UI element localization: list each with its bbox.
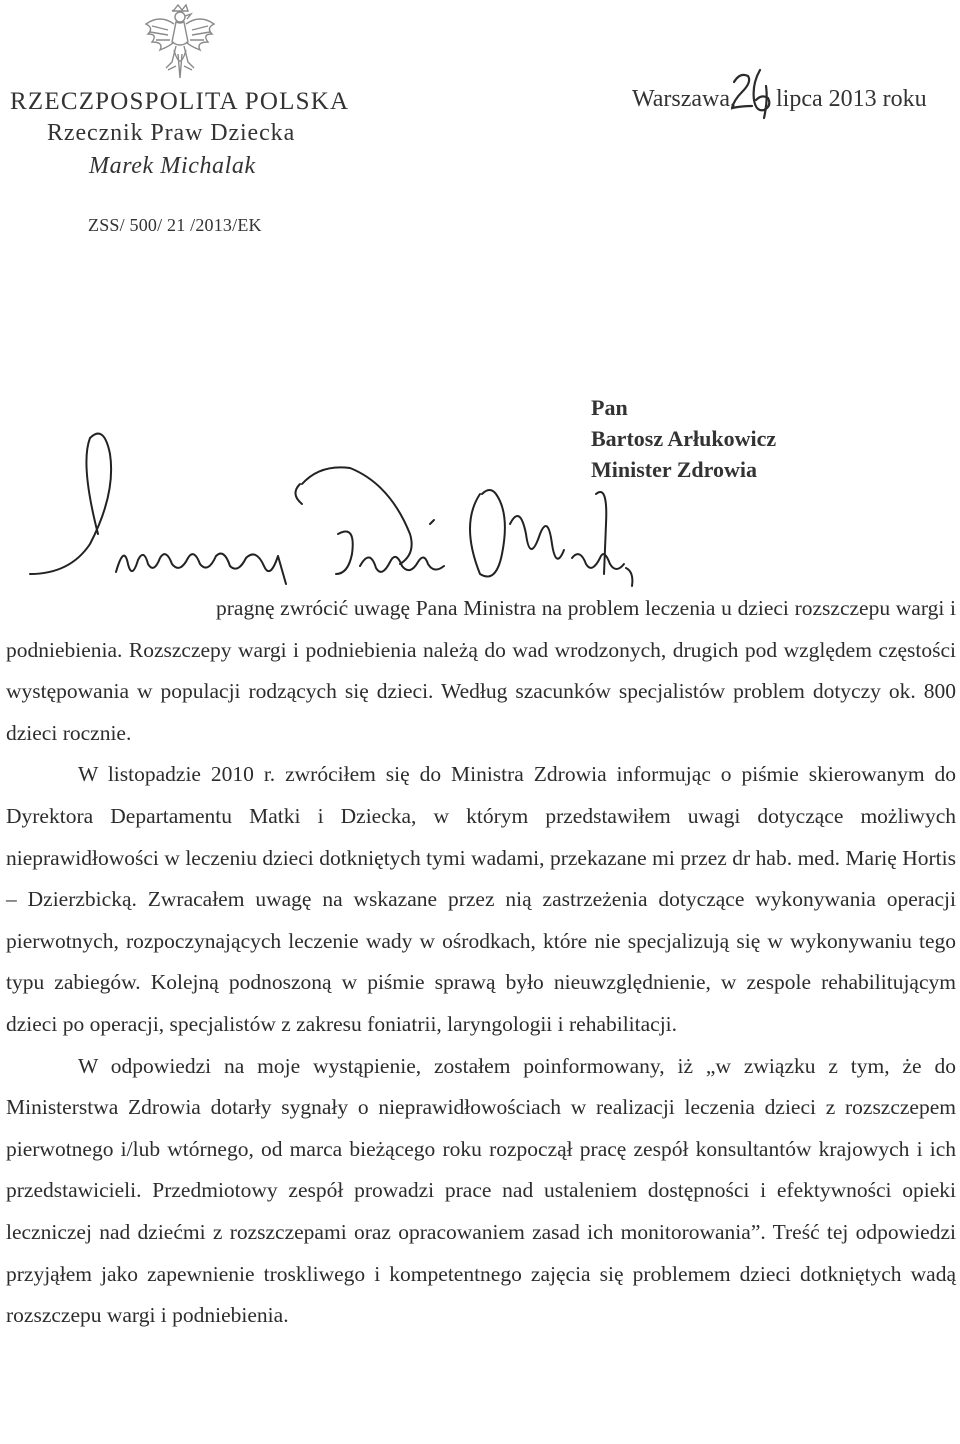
letter-body: [6, 588, 956, 1337]
recipient-name: Bartosz Arłukowicz: [591, 426, 777, 451]
organization-name: RZECZPOSPOLITA POLSKA: [10, 88, 350, 115]
paragraph-2: W listopadzie 2010 r. zwróciłem się do Ministra Zdrowia informując o piśmie skierowanym do Dyrektora Departamentu Matki i Dziecka, w którym przedstawiłem uwagi dotyczące możliwych nieprawidłowości w leczeniu dzieci dotkniętych tymi wadami, przekazane mi przez dr hab. med. Marię Hortis – Dzierzbicką. Zwracałem uwagę na wskazane przez nią zastrzeżenia dotyczące wykonywania operacji pierwotnych, rozpoczynających leczenie wady w ośrodkach, które nie specjalizują się w wykonywaniu tego typu zabiegów. Kolejną podnoszoną w piśmie sprawą było nieuwzględnienie, w zespole rehabilitującym dzieci po operacji, specjalistów z zakresu foniatrii, laryngologii i rehabilitacji.: [6, 762, 956, 1036]
handwritten-greeting: [20, 424, 640, 600]
sender-name: Marek Michalak: [89, 153, 256, 179]
recipient-title: Minister Zdrowia: [591, 457, 758, 482]
handwritten-day: [728, 66, 776, 120]
paragraph-3: W odpowiedzi na moje wystąpienie, zostałem poinformowany, iż „w związku z tym, że do Ministerstwa Zdrowia dotarły sygnały o nieprawidłowościach w realizacji leczenia dzieci z rozszczepem pierwotnego i/lub wtórnego, od marca bieżącego roku rozpoczął pracę zespół konsultantów krajowych i ich przedstawicieli. Przedmiotowy zespół prowadzi prace nad ustaleniem dostępności i efektywności opieki leczniczej nad dziećmi z rozszczepami oraz opracowaniem zasad ich monitorowania”. Treść tej odpowiedzi przyjąłem jako zapewnienie troskliwego i kompetentnego zajęcia się problemem dzieci dotkniętych wadą rozszczepu wargi i podniebienia.: [6, 1053, 956, 1328]
recipient-salutation: Pan: [591, 395, 628, 420]
reference-number: ZSS/ 500/ 21 /2013/EK: [88, 215, 262, 235]
office-name: Rzecznik Praw Dziecka: [47, 120, 296, 146]
paragraph-1: pragnę zwrócić uwagę Pana Ministra na problem leczenia u dzieci rozszczepu wargi i podniebienia. Rozszczepy wargi i podniebienia należą do wad wrodzonych, drugich pod względem częstości występowania w populacji rodzących się dzieci. Według szacunków specjalistów problem dotyczy ok. 800 dzieci rocznie.: [6, 596, 956, 745]
date-month-year: lipca 2013 roku: [776, 86, 927, 112]
date-place: Warszawa,: [632, 86, 737, 112]
eagle-emblem-icon: [138, 2, 222, 88]
dateline: [632, 86, 927, 113]
